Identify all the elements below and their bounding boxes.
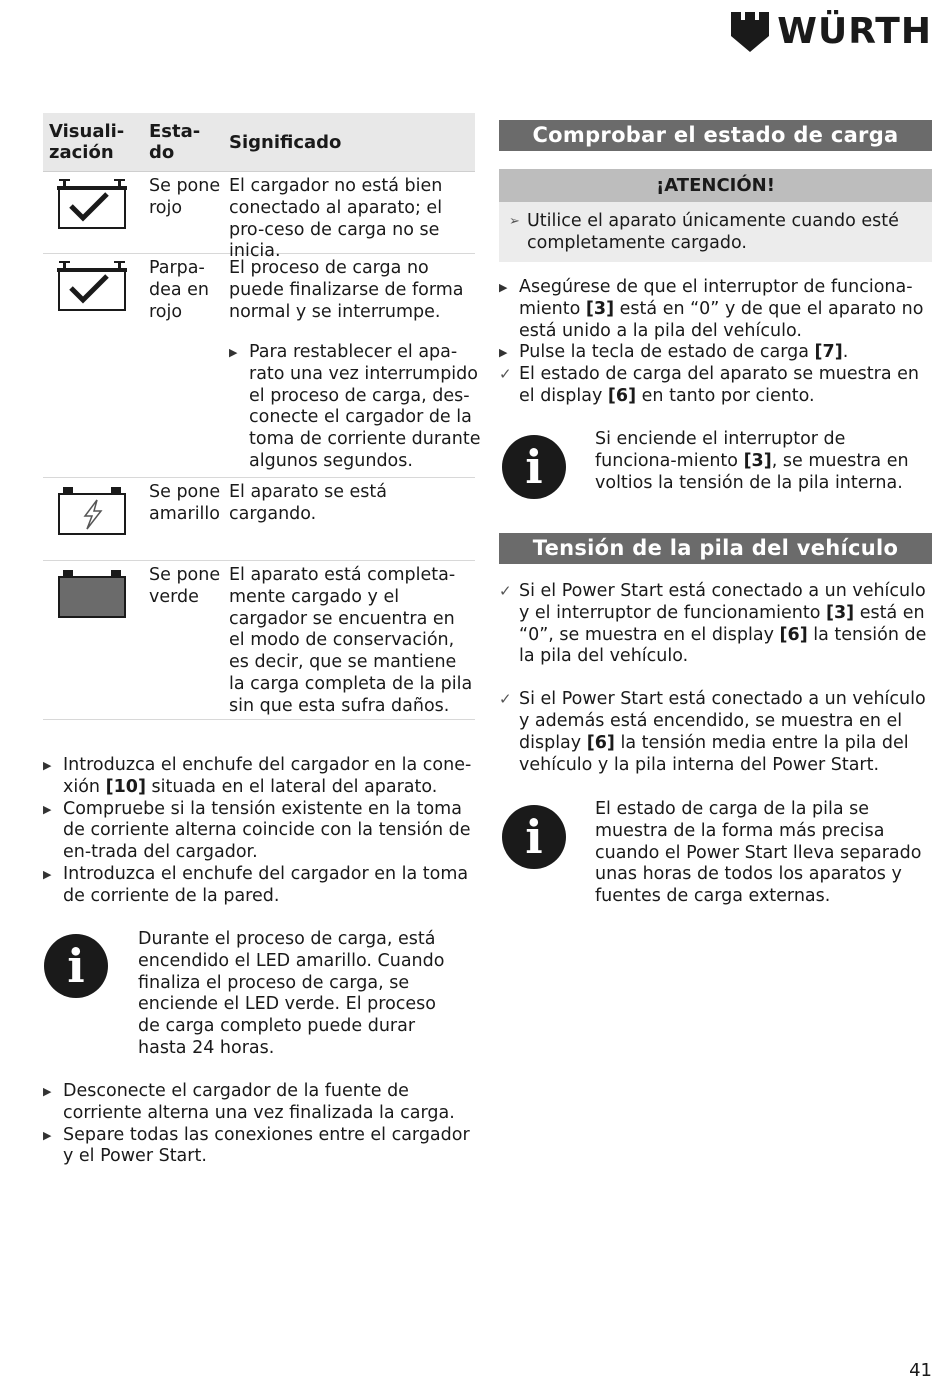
left-steps-2 (43, 1081, 475, 1168)
list-item: ✓ Si el Power Start está conectado a un vehículo y el interruptor de funcionamiento [3] está en “0”, se muestra en el display [6] la tensión de la pila del vehículo. (499, 581, 932, 668)
battery-charging-icon (57, 486, 127, 536)
section1-steps (499, 277, 932, 408)
list-item: ▶ Pulse la tecla de estado de carga [7]. (499, 342, 932, 364)
estado-cell: Se pone rojo (149, 176, 221, 218)
estado-cell: Se pone amarillo (149, 482, 221, 524)
table-row (43, 172, 475, 262)
battery-check-icon (57, 260, 127, 312)
battery-full-icon (57, 569, 127, 619)
info-text: Si enciende el interruptor de funciona-miento [3], se muestra en voltios la tensión de la pila interna. (595, 429, 909, 493)
section-title: Tensión de la pila del vehículo (499, 533, 932, 564)
list-item: ▶ Introduzca el enchufe del cargador en la cone-xión [10] situada en el lateral del aparato. (43, 755, 475, 799)
section-title: Comprobar el estado de carga (499, 120, 932, 151)
info-text: Durante el proceso de carga, está encendido el LED amarillo. Cuando finaliza el proceso de carga, se enciende el LED verde. El proceso de carga completo puede durar hasta 24 horas. (138, 929, 445, 1058)
section2-checks (499, 581, 932, 776)
table-row (43, 254, 481, 478)
list-item: ▶ Asegúrese de que el interruptor de funciona-miento [3] está en “0” y de que el aparato no está unido a la pila del vehículo. (499, 277, 932, 342)
attention-title: ¡ATENCIÓN! (499, 169, 932, 202)
header-estado: Esta- do (149, 121, 201, 163)
list-item: ✓ El estado de carga del aparato se muestra en el display [6] en tanto por ciento. (499, 364, 932, 408)
list-item: ✓ Si el Power Start está conectado a un vehículo y además está encendido, se muestra en el display [6] la tensión media entre la pila del vehículo y la pila interna del Power Start. (499, 689, 932, 776)
battery-check-icon (57, 178, 127, 230)
attention-box (499, 169, 932, 262)
list-item: ▶ Desconecte el cargador de la fuente de corriente alterna una vez finalizada la carga. (43, 1081, 475, 1125)
list-item: ▶ Separe todas las conexiones entre el cargador y el Power Start. (43, 1125, 475, 1169)
brand-name: WÜRTH (777, 11, 932, 53)
info-icon: i (502, 435, 566, 499)
header-visualizacion: Visuali- zación (49, 121, 125, 163)
left-steps-1 (43, 755, 475, 908)
page-number: 41 (909, 1360, 932, 1381)
table-header (43, 113, 475, 172)
table-row (43, 478, 475, 561)
table-row (43, 561, 475, 720)
list-item: ▶ Introduzca el enchufe del cargador en la toma de corriente de la pared. (43, 864, 475, 908)
significado-cell: El aparato está completa-mente cargado y el cargador se encuentra en el modo de conservación, es decir, que se mantiene la carga completa de la pila sin que esta sufra daños. (229, 565, 473, 716)
info-icon: i (502, 805, 566, 869)
brand-logo (731, 12, 932, 52)
header-significado: Significado (229, 132, 342, 153)
info-text: El estado de carga de la pila se muestra de la forma más precisa cuando el Power Start lleva separado unas horas de todos los aparatos y fuentes de carga externas. (595, 799, 922, 907)
attention-text: ➢ Utilice el aparato únicamente cuando esté completamente cargado. (505, 211, 926, 255)
significado-cell: El cargador no está bien conectado al aparato; el pro-ceso de carga no se inicia. (229, 176, 443, 262)
info-icon: i (44, 934, 108, 998)
estado-cell: Parpa-dea en rojo (149, 258, 210, 322)
significado-cell: El aparato se está cargando. (229, 482, 388, 524)
wurth-logo-icon (731, 12, 769, 52)
table-bullet: ▶ Para restablecer el apa-rato una vez interrumpido el proceso de carga, des-conecte el cargador de la toma de corriente durante algunos segundos. (229, 342, 485, 473)
status-table (43, 113, 481, 720)
list-item: ▶ Compruebe si la tensión existente en la toma de corriente alterna coincide con la tensión de en-trada del cargador. (43, 799, 475, 864)
significado-cell: El proceso de carga no puede finalizarse de forma normal y se interrumpe. (229, 258, 464, 322)
estado-cell: Se pone verde (149, 565, 221, 607)
